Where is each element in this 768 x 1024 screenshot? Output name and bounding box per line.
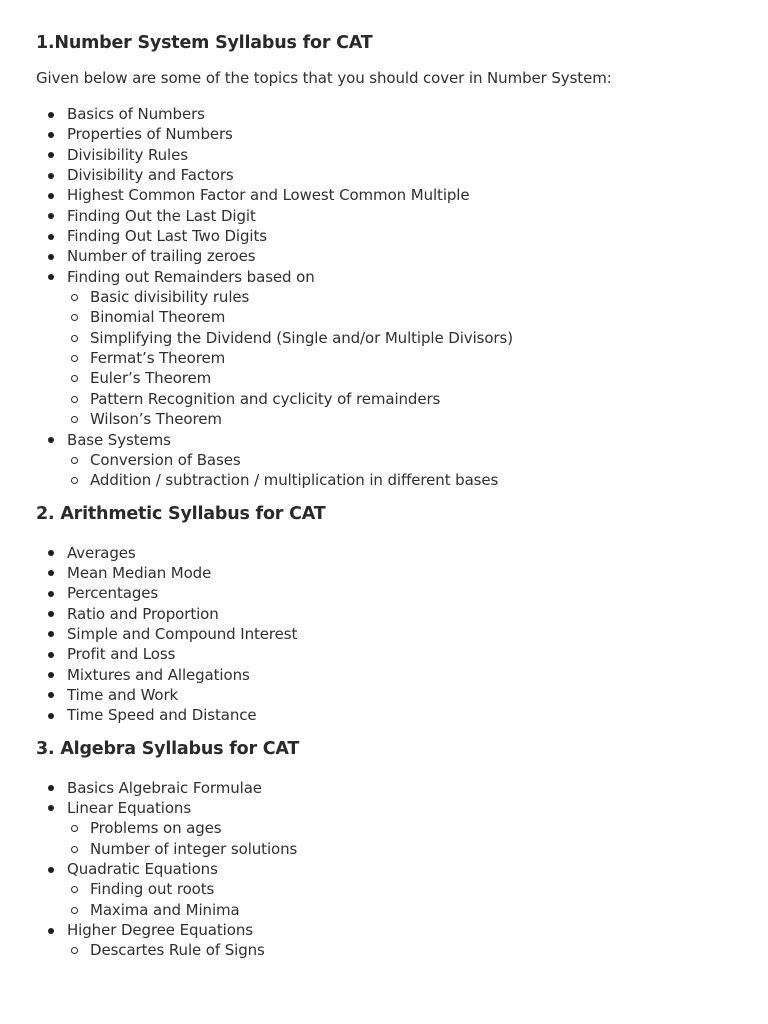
list-item-label: Divisibility and Factors — [67, 166, 234, 185]
list-item — [36, 798, 732, 859]
list-item — [36, 644, 732, 664]
sub-list-item: Fermat’s Theorem — [67, 348, 732, 368]
list-item-label: Higher Degree Equations — [67, 921, 253, 940]
list-item — [36, 859, 732, 920]
list-item-label: Linear Equations — [67, 798, 192, 817]
list-item — [36, 267, 732, 430]
list-item — [36, 705, 732, 725]
list-item — [36, 604, 732, 624]
sub-list-item: Finding out roots — [67, 879, 732, 899]
section-number-system — [36, 30, 732, 491]
list-item — [36, 206, 732, 226]
list-item — [36, 124, 732, 144]
list-item-label: Averages — [67, 543, 136, 562]
list-item-label: Profit and Loss — [67, 645, 176, 664]
sub-list-item: Problems on ages — [67, 818, 732, 838]
list-item-label: Mixtures and Allegations — [67, 665, 250, 684]
section-heading: 2. Arithmetic Syllabus for CAT — [36, 503, 326, 524]
topic-list — [36, 104, 732, 491]
sub-list-item: Conversion of Bases — [67, 450, 732, 470]
list-item-label: Properties of Numbers — [67, 125, 233, 144]
sub-list-item: Binomial Theorem — [67, 307, 732, 327]
list-item — [36, 583, 732, 603]
list-item-label: Finding Out Last Two Digits — [67, 227, 267, 246]
list-item — [36, 920, 732, 961]
list-item — [36, 145, 732, 165]
sub-topic-list — [67, 818, 732, 859]
list-item — [36, 226, 732, 246]
sub-list-item: Pattern Recognition and cyclicity of remainders — [67, 389, 732, 409]
section-heading: 1.Number System Syllabus for CAT — [36, 33, 373, 53]
topic-list — [36, 543, 732, 726]
list-item — [36, 563, 732, 583]
sub-list-item: Descartes Rule of Signs — [67, 940, 732, 960]
sub-topic-list — [67, 879, 732, 920]
list-item — [36, 165, 732, 185]
list-item-label: Mean Median Mode — [67, 563, 212, 582]
section-heading: 3. Algebra Syllabus for CAT — [36, 738, 300, 759]
list-item-label: Ratio and Proportion — [67, 604, 219, 623]
list-item — [36, 665, 732, 685]
list-item-label: Finding Out the Last Digit — [67, 206, 256, 225]
section-algebra — [36, 736, 732, 961]
sub-list-item: Basic divisibility rules — [67, 287, 732, 307]
sub-topic-list — [67, 940, 732, 960]
list-item — [36, 624, 732, 644]
list-item — [36, 246, 732, 266]
section-intro: Given below are some of the topics that you should cover in Number System: — [36, 69, 612, 87]
list-item-label: Divisibility Rules — [67, 145, 188, 164]
sub-topic-list — [67, 450, 732, 491]
sub-list-item: Wilson’s Theorem — [67, 409, 732, 429]
sub-list-item: Euler’s Theorem — [67, 368, 732, 388]
list-item-label: Highest Common Factor and Lowest Common Multiple — [67, 186, 470, 205]
list-item — [36, 778, 732, 798]
list-item-label: Basics of Numbers — [67, 105, 205, 123]
sub-topic-list — [67, 287, 732, 429]
list-item-label: Base Systems — [67, 430, 171, 449]
section-arithmetic — [36, 501, 732, 726]
list-item-label: Finding out Remainders based on — [67, 267, 315, 286]
list-item-label: Quadratic Equations — [67, 860, 218, 878]
list-item — [36, 104, 732, 124]
list-item — [36, 685, 732, 705]
list-item-label: Time and Work — [67, 685, 179, 704]
list-item — [36, 185, 732, 205]
list-item-label: Time Speed and Distance — [67, 706, 257, 725]
list-item-label: Simple and Compound Interest — [67, 624, 298, 643]
list-item — [36, 430, 732, 491]
sub-list-item: Simplifying the Dividend (Single and/or Multiple Divisors) — [67, 328, 732, 348]
list-item-label: Number of trailing zeroes — [67, 247, 256, 266]
list-item-label: Percentages — [67, 584, 159, 603]
topic-list — [36, 778, 732, 961]
sub-list-item: Addition / subtraction / multiplication in different bases — [67, 470, 732, 490]
list-item — [36, 543, 732, 563]
sub-list-item: Maxima and Minima — [67, 900, 732, 920]
sub-list-item: Number of integer solutions — [67, 839, 732, 859]
list-item-label: Basics Algebraic Formulae — [67, 778, 262, 797]
